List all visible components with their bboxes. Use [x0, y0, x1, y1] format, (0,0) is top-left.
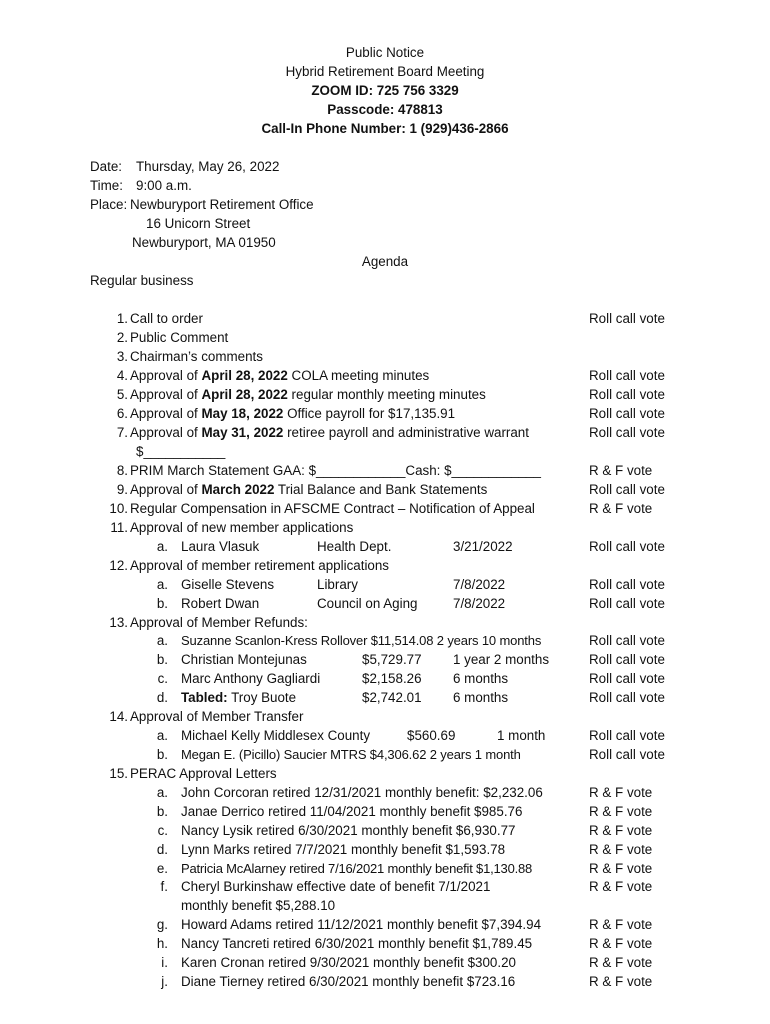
refund-amount: $2,742.01: [362, 690, 422, 705]
item-number: 7.: [116, 425, 128, 440]
vote-type: Roll call vote: [589, 539, 665, 554]
item-date: April 28, 2022: [201, 387, 288, 402]
sub-item-letter: a.: [156, 577, 168, 592]
applicant-date: 7/8/2022: [453, 596, 506, 611]
place-line-3: Newburyport, MA 01950: [132, 235, 276, 250]
applicant-dept: Council on Aging: [317, 596, 418, 611]
vote-type: Roll call vote: [589, 652, 665, 667]
vote-type: Roll call vote: [589, 596, 665, 611]
passcode: Passcode: 478813: [327, 102, 443, 117]
sub-item-letter: b.: [156, 747, 168, 762]
vote-type: Roll call vote: [589, 633, 665, 648]
item-number: 15.: [109, 766, 128, 781]
applicant-name: Robert Dwan: [181, 596, 260, 611]
item-number: 4.: [116, 368, 128, 383]
vote-type: Roll call vote: [589, 482, 665, 497]
refund-amount: $2,158.26: [362, 671, 422, 686]
transfer-period: 1 month: [497, 728, 546, 743]
call-in-phone: Call-In Phone Number: 1 (929)436-2866: [261, 121, 509, 136]
perac-letter: Howard Adams retired 11/12/2021 monthly benefit $7,394.94: [181, 917, 542, 932]
item-text: [130, 366, 429, 385]
date-label: Date:: [90, 159, 123, 174]
refund-entry: Suzanne Scanlon-Kress Rollover $11,514.08 2 years 10 months: [181, 633, 542, 648]
item-text-post: COLA meeting minutes: [287, 368, 430, 383]
item-text-post: regular monthly meeting minutes: [287, 387, 486, 402]
section-heading: Regular business: [90, 273, 194, 288]
vote-type: R & F vote: [589, 823, 653, 838]
vote-type: Roll call vote: [589, 690, 665, 705]
sub-item-letter: c.: [157, 823, 168, 838]
vote-type: Roll call vote: [589, 406, 665, 421]
time-value: 9:00 a.m.: [136, 178, 192, 193]
sub-item-letter: a.: [156, 728, 168, 743]
item-text: Approval of new member applications: [130, 520, 354, 535]
item-text-post: retiree payroll and administrative warrant: [283, 425, 529, 440]
notice-title: Public Notice: [345, 45, 425, 60]
refund-name: [181, 688, 296, 707]
item-text-pre: Approval of: [130, 482, 202, 497]
item-number: 12.: [109, 558, 128, 573]
item-number: 6.: [116, 406, 128, 421]
item-number: 13.: [109, 615, 128, 630]
agenda-heading: Agenda: [361, 254, 409, 269]
sub-item-letter: b.: [156, 804, 168, 819]
item-text-pre: Approval of: [130, 368, 202, 383]
item-text-post: Office payroll for $17,135.91: [283, 406, 456, 421]
applicant-name: Laura Vlasuk: [181, 539, 260, 554]
perac-letter: Nancy Tancreti retired 6/30/2021 monthly benefit $1,789.45: [181, 936, 533, 951]
tabled-label: Tabled:: [181, 690, 228, 705]
vote-type: R & F vote: [589, 842, 653, 857]
vote-type: Roll call vote: [589, 671, 665, 686]
refund-name: Marc Anthony Gagliardi: [181, 671, 321, 686]
perac-letter: Patricia McAlarney retired 7/16/2021 monthly benefit $1,130.88: [181, 861, 533, 876]
vote-type: R & F vote: [589, 785, 653, 800]
vote-type: R & F vote: [589, 955, 653, 970]
sub-item-letter: b.: [156, 596, 168, 611]
sub-item-letter: b.: [156, 652, 168, 667]
vote-type: Roll call vote: [589, 425, 665, 440]
sub-item-letter: a.: [156, 785, 168, 800]
item-number: 2.: [116, 330, 128, 345]
item-text: [130, 423, 529, 442]
vote-type: Roll call vote: [589, 728, 665, 743]
refund-period: 1 year 2 months: [453, 652, 550, 667]
item-text-post: Trial Balance and Bank Statements: [274, 482, 488, 497]
item-text: Regular Compensation in AFSCME Contract – Notification of Appeal: [130, 501, 535, 516]
place-line-2: 16 Unicorn Street: [146, 216, 251, 231]
sub-item-letter: i.: [161, 955, 168, 970]
vote-type: R & F vote: [589, 936, 653, 951]
place-line-1: Newburyport Retirement Office: [130, 197, 314, 212]
refund-name-text: Troy Buote: [227, 690, 297, 705]
warrant-blank: $___________: [136, 444, 226, 459]
refund-period: 6 months: [453, 690, 509, 705]
vote-type: Roll call vote: [589, 747, 665, 762]
applicant-dept: Health Dept.: [317, 539, 392, 554]
refund-name: Christian Montejunas: [181, 652, 307, 667]
sub-item-letter: a.: [156, 633, 168, 648]
time-label: Time:: [90, 178, 123, 193]
item-number: 8.: [116, 463, 128, 478]
zoom-id: ZOOM ID: 725 756 3329: [311, 83, 459, 98]
date-value: Thursday, May 26, 2022: [136, 159, 280, 174]
item-text: Approval of Member Refunds:: [130, 615, 308, 630]
item-date: May 31, 2022: [201, 425, 284, 440]
vote-type: R & F vote: [589, 804, 653, 819]
vote-type: Roll call vote: [589, 368, 665, 383]
sub-item-letter: j.: [161, 974, 168, 989]
item-date: April 28, 2022: [201, 368, 288, 383]
vote-type: Roll call vote: [589, 577, 665, 592]
item-number: 9.: [116, 482, 128, 497]
applicant-name: Giselle Stevens: [181, 577, 275, 592]
applicant-dept: Library: [317, 577, 358, 592]
perac-letter: Cheryl Burkinshaw effective date of benefit 7/1/2021: [181, 879, 491, 894]
vote-type: R & F vote: [589, 463, 653, 478]
vote-type: R & F vote: [589, 974, 653, 989]
vote-type: R & F vote: [589, 879, 653, 894]
refund-amount: $5,729.77: [362, 652, 422, 667]
sub-item-letter: d.: [156, 842, 168, 857]
sub-item-letter: e.: [156, 861, 168, 876]
sub-item-letter: d.: [156, 690, 168, 705]
item-text: Approval of member retirement applications: [130, 558, 390, 573]
transfer-entry: Megan E. (Picillo) Saucier MTRS $4,306.62 2 years 1 month: [181, 747, 521, 762]
perac-letter: Nancy Lysik retired 6/30/2021 monthly benefit $6,930.77: [181, 823, 516, 838]
transfer-amount: $560.69: [407, 728, 456, 743]
item-text: PRIM March Statement GAA: $____________Cash: $____________: [130, 463, 541, 478]
perac-letter: Diane Tierney retired 6/30/2021 monthly benefit $723.16: [181, 974, 516, 989]
vote-type: Roll call vote: [589, 311, 665, 326]
perac-letter: Janae Derrico retired 11/04/2021 monthly benefit $985.76: [181, 804, 523, 819]
item-text: [130, 480, 487, 499]
item-text: [130, 385, 486, 404]
item-text-pre: Approval of: [130, 406, 202, 421]
item-text-pre: Approval of: [130, 425, 202, 440]
item-date: May 18, 2022: [201, 406, 284, 421]
item-text: Call to order: [130, 311, 203, 326]
vote-type: R & F vote: [589, 917, 653, 932]
perac-letter: John Corcoran retired 12/31/2021 monthly benefit: $2,232.06: [181, 785, 543, 800]
sub-item-letter: c.: [157, 671, 168, 686]
meeting-title: Hybrid Retirement Board Meeting: [285, 64, 485, 79]
item-number: 11.: [110, 520, 128, 535]
perac-letter-continued: monthly benefit $5,288.10: [181, 898, 336, 913]
sub-item-letter: a.: [156, 539, 168, 554]
item-text: Approval of Member Transfer: [130, 709, 304, 724]
item-number: 10.: [109, 501, 128, 516]
item-number: 3.: [116, 349, 128, 364]
item-number: 1.: [116, 311, 128, 326]
item-number: 14.: [109, 709, 128, 724]
sub-item-letter: g.: [156, 917, 168, 932]
refund-period: 6 months: [453, 671, 509, 686]
item-number: 5.: [116, 387, 128, 402]
perac-letter: Karen Cronan retired 9/30/2021 monthly benefit $300.20: [181, 955, 516, 970]
perac-letter: Lynn Marks retired 7/7/2021 monthly benefit $1,593.78: [181, 842, 506, 857]
vote-type: R & F vote: [589, 861, 653, 876]
item-text: Chairman’s comments: [130, 349, 263, 364]
vote-type: Roll call vote: [589, 387, 665, 402]
item-text: Public Comment: [130, 330, 229, 345]
applicant-date: 3/21/2022: [453, 539, 513, 554]
transfer-name: Michael Kelly Middlesex County: [181, 728, 371, 743]
applicant-date: 7/8/2022: [453, 577, 506, 592]
item-text-pre: Approval of: [130, 387, 202, 402]
place-label: Place:: [90, 197, 128, 212]
vote-type: R & F vote: [589, 501, 653, 516]
item-text: PERAC Approval Letters: [130, 766, 277, 781]
sub-item-letter: h.: [156, 936, 168, 951]
item-date: March 2022: [201, 482, 275, 497]
item-text: [130, 404, 455, 423]
sub-item-letter: f.: [160, 879, 168, 894]
